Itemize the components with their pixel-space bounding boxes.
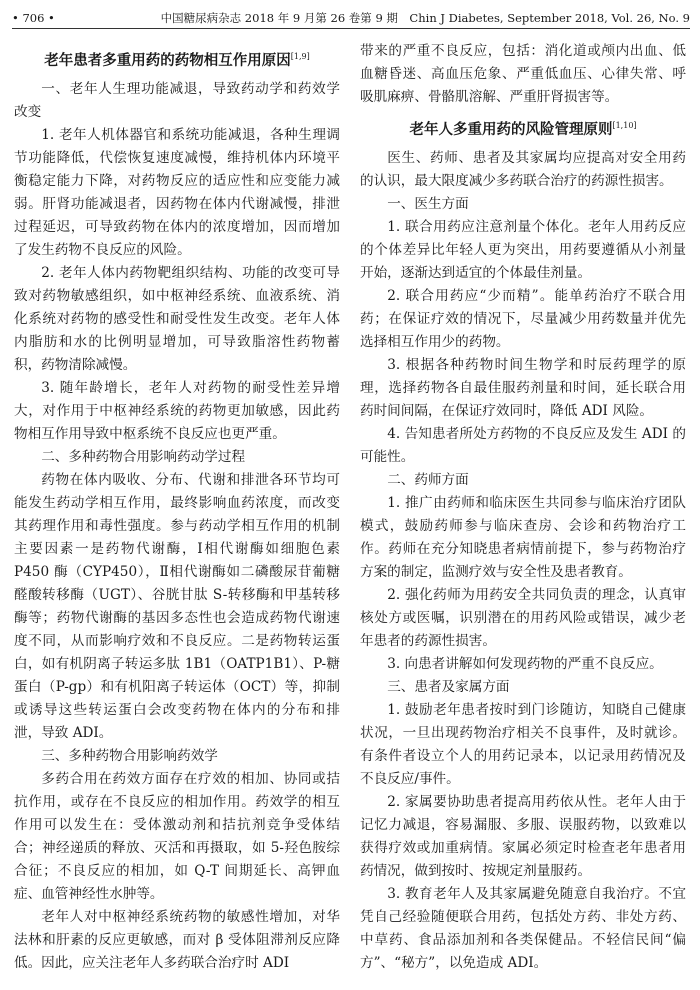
- paragraph: 多药合用在药效方面存在疗效的相加、协同或拮抗作用，或存在不良反应的相加作用。药效学的相互作用可以发生在：受体激动剂和拮抗剂竞争受体结合；神经递质的释放、灭活和再摄取，如 5-羟色胺综合征；不良反应的相加，如 Q-T 间期延长、高钾血症、血管神经性水肿等。: [14, 770, 340, 902]
- paragraph: 药物在体内吸收、分布、代谢和排泄各环节均可能发生药动学相互作用，最终影响血药浓度，而改变其药理作用和毒性强度。参与药动学相互作用的机制主要因素一是药物代谢酶，Ⅰ相代谢酶如细胞色素 P450 酶（CYP450），Ⅱ相代谢酶如二磷酸尿苷葡糖醛酸转移酶（UGT）、谷胱甘肽 S-转移酶和甲基转移酶等；药物代谢酶的基因多态性也会造成药物代谢速度不同，从而影响疗效和不良反应。二是药物转运蛋白，如有机阴离子转运多肽 1B1（OATP1B1）、P-糖蛋白（P-gp）和有机阳离子转运体（OCT）等，抑制或诱导这些转运蛋白会改变药物在体内的分布和排泄，导致 ADI。: [14, 471, 340, 741]
- section-title-risk-management: 老年人多重用药的风险管理原则[1,10]: [409, 120, 637, 138]
- paragraph: 1. 老年人机体器官和系统功能减退，各种生理调节功能降低，代偿恢复速度减慢，维持机体内环境平衡稳定能力下降，对药物反应的适应性和应变能力减弱。肝肾功能减退者，因药物在体内代谢减慢，排泄过程延迟，可导致药物在体内的浓度增加，因而增加了发生药物不良反应的风险。: [14, 126, 340, 258]
- paragraph: 1. 鼓励老年患者按时到门诊随访，知晓自己健康状况，一旦出现药物治疗相关不良事件，及时就诊。有条件者设立个人的用药记录本，以记录用药情况及不良反应/事件。: [360, 701, 686, 787]
- left-column: [14, 40, 340, 975]
- subheading: 三、多种药物合用影响药效学: [41, 747, 218, 764]
- paragraph: 一、老年人生理功能减退，导致药动学和药效学改变: [14, 80, 340, 120]
- paragraph: 2. 强化药师为用药安全共同负责的理念，认真审核处方或医嘱，识别潜在的用药风险或错误，减少老年患者的药源性损害。: [360, 586, 686, 649]
- paragraph: 2. 家属要协助患者提高用药依从性。老年人由于记忆力减退，容易漏服、多服、误服药物，以致难以获得疗效或加重病情。家属必须定时检查老年患者用药情况，做到按时、按规定剂量服药。: [360, 793, 686, 879]
- right-column: [360, 40, 686, 975]
- subheading: 三、患者及家属方面: [387, 678, 510, 695]
- continued-paragraph: 带来的严重不良反应，包括：消化道或颅内出血、低血糖昏迷、高血压危象、严重低血压、心律失常、呼吸肌麻痹、骨骼肌溶解、严重肝肾损害等。: [360, 43, 686, 105]
- subheading: 一、医生方面: [387, 195, 469, 212]
- running-header: [12, 8, 690, 29]
- paragraph: 3. 随年龄增长，老年人对药物的耐受性差异增大，对作用于中枢神经系统的药物更加敏感，因此药物相互作用导致中枢系统不良反应也更严重。: [14, 379, 340, 442]
- paragraph: 老年人对中枢神经系统药物的敏感性增加，对华法林和肝素的反应更敏感，而对 β 受体阻滞剂反应降低。因此，应关注老年人多药联合治疗时 ADI: [14, 908, 340, 971]
- paragraph: 3. 向患者讲解如何发现药物的严重不良反应。: [387, 655, 663, 672]
- paragraph: 2. 联合用药应“少而精”。能单药治疗不联合用药；在保证疗效的情况下，尽量减少用药数量并优先选择相互作用少的药物。: [360, 287, 686, 350]
- paragraph: 医生、药师、患者及其家属均应提高对安全用药的认识，最大限度减少多药联合治疗的药源性损害。: [360, 149, 686, 189]
- paragraph: 3. 教育老年人及其家属避免随意自我治疗。不宜凭自己经验随便联合用药，包括处方药、非处方药、中草药、食品添加剂和各类保健品。不轻信民间“偏方”、“秘方”，以免造成 ADI。: [360, 885, 686, 971]
- paragraph: 2. 老年人体内药物靶组织结构、功能的改变可导致对药物敏感组织，如中枢神经系统、血液系统、消化系统对药物的感受性和耐受性发生改变。老年人体内脂肪和水的比例明显增加，可导致脂溶性药物蓄积，药物清除减慢。: [14, 264, 340, 373]
- title-reference: [1,9]: [290, 52, 310, 61]
- paragraph: 1. 推广由药师和临床医生共同参与临床治疗团队模式，鼓励药师参与临床查房、会诊和药物治疗工作。药师在充分知晓患者病情前提下，参与药物治疗方案的制定，监测疗效与安全性及患者教育。: [360, 494, 686, 580]
- journal-citation: 中国糖尿病杂志 2018 年 9 月第 26 卷第 9 期 Chin J Diabetes, September 2018, Vol. 26, No. 9: [160, 11, 690, 25]
- paragraph: 1. 联合用药应注意剂量个体化。老年人用药反应的个体差异比年轻人更为突出，用药要遵循从小剂量开始，逐渐达到适宜的个体最佳剂量。: [360, 218, 686, 281]
- subheading: 二、多种药物合用影响药动学过程: [41, 448, 246, 465]
- title-reference: [1,10]: [612, 121, 637, 130]
- subheading: 二、药师方面: [387, 471, 469, 488]
- section-title-interaction-causes: 老年患者多重用药的药物相互作用原因[1,9]: [44, 51, 310, 69]
- page-number: • 706 •: [12, 11, 55, 25]
- paragraph: 4. 告知患者所处方药物的不良反应及发生 ADI 的可能性。: [360, 425, 686, 465]
- paragraph: 3. 根据各种药物时间生物学和时辰药理学的原理，选择药物各自最佳服药剂量和时间，延长联合用药时间间隔，在保证疗效同时，降低 ADI 风险。: [360, 356, 686, 419]
